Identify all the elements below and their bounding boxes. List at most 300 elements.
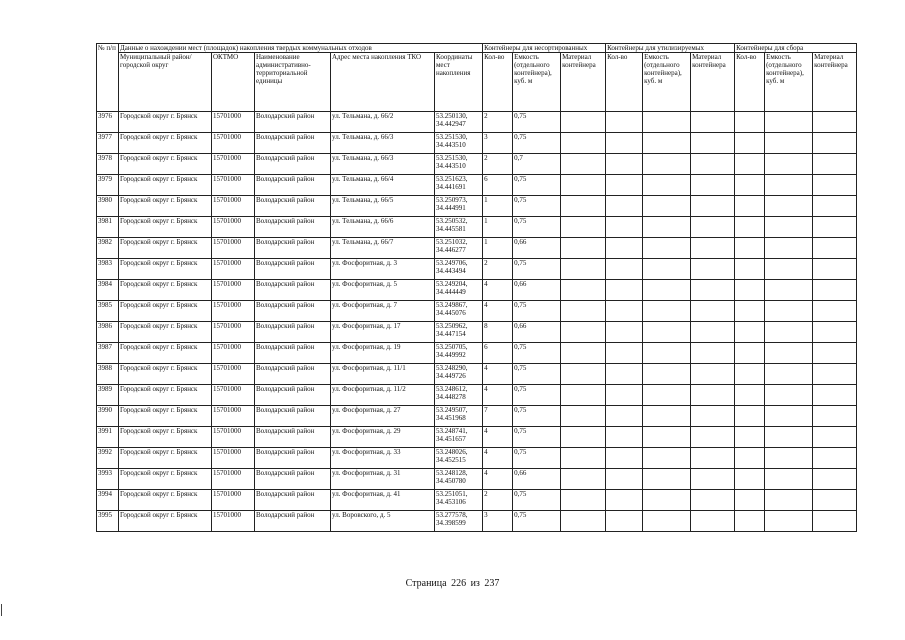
empty-cell [813, 343, 857, 364]
count-cell: 7 [483, 406, 513, 427]
row-number: 3994 [97, 490, 119, 511]
capacity-cell: 0,75 [513, 490, 561, 511]
row-number: 3981 [97, 217, 119, 238]
empty-cell [691, 217, 735, 238]
empty-cell [606, 280, 643, 301]
empty-cell [691, 175, 735, 196]
territory-cell: Володарский район [255, 343, 331, 364]
coords-cell: 53.277578, 34.398599 [435, 511, 483, 532]
municipal-cell: Городской округ г. Брянск [119, 343, 212, 364]
municipal-cell: Городской округ г. Брянск [119, 154, 212, 175]
municipal-cell: Городской округ г. Брянск [119, 322, 212, 343]
territory-cell: Володарский район [255, 469, 331, 490]
table-row [97, 448, 857, 469]
table-row [97, 259, 857, 280]
empty-cell [735, 301, 765, 322]
oktmo-cell: 15701000 [212, 385, 255, 406]
territory-cell: Володарский район [255, 133, 331, 154]
count-cell: 4 [483, 427, 513, 448]
empty-cell [561, 154, 606, 175]
territory-cell: Володарский район [255, 238, 331, 259]
empty-cell [643, 448, 691, 469]
table-row [97, 217, 857, 238]
coords-cell: 53.251530, 34.443510 [435, 154, 483, 175]
municipal-cell: Городской округ г. Брянск [119, 259, 212, 280]
territory-cell: Володарский район [255, 217, 331, 238]
empty-cell [643, 427, 691, 448]
empty-cell [643, 490, 691, 511]
scan-edge-mark [1, 604, 2, 616]
capacity-cell: 0,75 [513, 406, 561, 427]
empty-cell [765, 322, 813, 343]
table-row [97, 280, 857, 301]
empty-cell [765, 259, 813, 280]
empty-cell [735, 469, 765, 490]
empty-cell [735, 238, 765, 259]
col-header-oktmo: ОКТМО [212, 53, 255, 112]
oktmo-cell: 15701000 [212, 469, 255, 490]
empty-cell [691, 322, 735, 343]
table-row [97, 343, 857, 364]
empty-cell [735, 217, 765, 238]
oktmo-cell: 15701000 [212, 259, 255, 280]
empty-cell [813, 175, 857, 196]
territory-cell: Володарский район [255, 322, 331, 343]
coords-cell: 53.250532, 34.445581 [435, 217, 483, 238]
address-cell: ул. Фосфоритная, д. 7 [331, 301, 435, 322]
empty-cell [606, 364, 643, 385]
empty-cell [561, 196, 606, 217]
count-cell: 4 [483, 385, 513, 406]
col-header-num: № п/п [97, 44, 119, 112]
empty-cell [735, 280, 765, 301]
address-cell: ул. Фосфоритная, д. 27 [331, 406, 435, 427]
oktmo-cell: 15701000 [212, 406, 255, 427]
empty-cell [765, 154, 813, 175]
empty-cell [606, 196, 643, 217]
territory-cell: Володарский район [255, 427, 331, 448]
oktmo-cell: 15701000 [212, 490, 255, 511]
page-footer [0, 578, 905, 589]
empty-cell [643, 322, 691, 343]
empty-cell [765, 406, 813, 427]
municipal-cell: Городской округ г. Брянск [119, 217, 212, 238]
empty-cell [606, 322, 643, 343]
territory-cell: Володарский район [255, 448, 331, 469]
page-current: 226 [451, 578, 467, 589]
oktmo-cell: 15701000 [212, 238, 255, 259]
empty-cell [561, 469, 606, 490]
address-cell: ул. Тельмана, д. 66/7 [331, 238, 435, 259]
empty-cell [561, 133, 606, 154]
empty-cell [643, 406, 691, 427]
empty-cell [735, 175, 765, 196]
capacity-cell: 0,66 [513, 469, 561, 490]
empty-cell [765, 385, 813, 406]
municipal-cell: Городской округ г. Брянск [119, 427, 212, 448]
empty-cell [813, 511, 857, 532]
municipal-cell: Городской округ г. Брянск [119, 364, 212, 385]
territory-cell: Володарский район [255, 112, 331, 133]
empty-cell [735, 343, 765, 364]
capacity-cell: 0,75 [513, 427, 561, 448]
territory-cell: Володарский район [255, 490, 331, 511]
address-cell: ул. Фосфоритная, д. 17 [331, 322, 435, 343]
empty-cell [561, 175, 606, 196]
oktmo-cell: 15701000 [212, 322, 255, 343]
empty-cell [606, 175, 643, 196]
col-group-place: Данные о нахождении мест (площадок) накопления твердых коммунальных отходов [119, 44, 483, 53]
empty-cell [735, 364, 765, 385]
empty-cell [691, 154, 735, 175]
empty-cell [643, 259, 691, 280]
count-cell: 3 [483, 133, 513, 154]
empty-cell [765, 364, 813, 385]
coords-cell: 53.248612, 34.448278 [435, 385, 483, 406]
table-row [97, 238, 857, 259]
table-row [97, 511, 857, 532]
empty-cell [606, 448, 643, 469]
count-cell: 4 [483, 280, 513, 301]
capacity-cell: 0,75 [513, 175, 561, 196]
capacity-cell: 0,75 [513, 217, 561, 238]
territory-cell: Володарский район [255, 175, 331, 196]
empty-cell [606, 154, 643, 175]
empty-cell [765, 280, 813, 301]
empty-cell [606, 427, 643, 448]
oktmo-cell: 15701000 [212, 154, 255, 175]
row-number: 3982 [97, 238, 119, 259]
territory-cell: Володарский район [255, 406, 331, 427]
address-cell: ул. Тельмана, д. 66/3 [331, 133, 435, 154]
empty-cell [765, 511, 813, 532]
empty-cell [691, 448, 735, 469]
territory-cell: Володарский район [255, 385, 331, 406]
count-cell: 4 [483, 448, 513, 469]
page-label: Страница [405, 578, 447, 589]
municipal-cell: Городской округ г. Брянск [119, 511, 212, 532]
row-number: 3987 [97, 343, 119, 364]
coords-cell: 53.248128, 34.450780 [435, 469, 483, 490]
empty-cell [561, 385, 606, 406]
empty-cell [643, 301, 691, 322]
empty-cell [735, 112, 765, 133]
oktmo-cell: 15701000 [212, 112, 255, 133]
count-cell: 1 [483, 196, 513, 217]
capacity-cell: 0,66 [513, 280, 561, 301]
empty-cell [765, 112, 813, 133]
municipal-cell: Городской округ г. Брянск [119, 490, 212, 511]
col-header-address: Адрес места накопления ТКО [331, 53, 435, 112]
empty-cell [691, 511, 735, 532]
coords-cell: 53.249507, 34.451968 [435, 406, 483, 427]
oktmo-cell: 15701000 [212, 343, 255, 364]
municipal-cell: Городской округ г. Брянск [119, 133, 212, 154]
empty-cell [606, 217, 643, 238]
empty-cell [606, 301, 643, 322]
empty-cell [735, 322, 765, 343]
row-number: 3992 [97, 448, 119, 469]
table-body [97, 112, 857, 532]
address-cell: ул. Фосфоритная, д. 11/2 [331, 385, 435, 406]
table-row [97, 385, 857, 406]
empty-cell [561, 259, 606, 280]
empty-cell [813, 385, 857, 406]
empty-cell [643, 238, 691, 259]
oktmo-cell: 15701000 [212, 175, 255, 196]
count-cell: 2 [483, 490, 513, 511]
row-number: 3980 [97, 196, 119, 217]
empty-cell [691, 406, 735, 427]
empty-cell [561, 343, 606, 364]
municipal-cell: Городской округ г. Брянск [119, 196, 212, 217]
empty-cell [691, 490, 735, 511]
oktmo-cell: 15701000 [212, 280, 255, 301]
coords-cell: 53.251051, 34.453106 [435, 490, 483, 511]
empty-cell [735, 133, 765, 154]
table-row [97, 427, 857, 448]
empty-cell [561, 112, 606, 133]
municipal-cell: Городской округ г. Брянск [119, 280, 212, 301]
capacity-cell: 0,75 [513, 112, 561, 133]
empty-cell [606, 490, 643, 511]
capacity-cell: 0,75 [513, 196, 561, 217]
empty-cell [735, 427, 765, 448]
capacity-cell: 0,66 [513, 238, 561, 259]
empty-cell [735, 259, 765, 280]
empty-cell [643, 280, 691, 301]
empty-cell [561, 322, 606, 343]
coords-cell: 53.248290, 34.449726 [435, 364, 483, 385]
waste-sites-table [96, 43, 857, 532]
table-row [97, 196, 857, 217]
row-number: 3979 [97, 175, 119, 196]
table-row [97, 301, 857, 322]
empty-cell [643, 385, 691, 406]
empty-cell [561, 427, 606, 448]
municipal-cell: Городской округ г. Брянск [119, 238, 212, 259]
coords-cell: 53.251032, 34.446277 [435, 238, 483, 259]
empty-cell [813, 364, 857, 385]
empty-cell [765, 196, 813, 217]
municipal-cell: Городской округ г. Брянск [119, 448, 212, 469]
territory-cell: Володарский район [255, 511, 331, 532]
empty-cell [606, 385, 643, 406]
empty-cell [561, 280, 606, 301]
capacity-cell: 0,75 [513, 343, 561, 364]
table-row [97, 469, 857, 490]
coords-cell: 53.251530, 34.443510 [435, 133, 483, 154]
empty-cell [765, 469, 813, 490]
table-row [97, 133, 857, 154]
coords-cell: 53.250973, 34.444991 [435, 196, 483, 217]
row-number: 3976 [97, 112, 119, 133]
territory-cell: Володарский район [255, 196, 331, 217]
empty-cell [813, 196, 857, 217]
address-cell: ул. Фосфоритная, д. 5 [331, 280, 435, 301]
oktmo-cell: 15701000 [212, 448, 255, 469]
table-row [97, 490, 857, 511]
empty-cell [643, 196, 691, 217]
count-cell: 6 [483, 343, 513, 364]
count-cell: 4 [483, 364, 513, 385]
empty-cell [765, 217, 813, 238]
empty-cell [643, 364, 691, 385]
territory-cell: Володарский район [255, 364, 331, 385]
empty-cell [561, 406, 606, 427]
table-row [97, 322, 857, 343]
empty-cell [813, 259, 857, 280]
empty-cell [606, 406, 643, 427]
col-header-capacity: Емкость (отдельного контейнера), куб. м [765, 53, 813, 112]
count-cell: 6 [483, 175, 513, 196]
municipal-cell: Городской округ г. Брянск [119, 469, 212, 490]
empty-cell [561, 364, 606, 385]
table-row [97, 364, 857, 385]
col-header-municipal: Муниципальный район/городской округ [119, 53, 212, 112]
address-cell: ул. Фосфоритная, д. 33 [331, 448, 435, 469]
empty-cell [606, 238, 643, 259]
oktmo-cell: 15701000 [212, 217, 255, 238]
address-cell: ул. Фосфоритная, д. 31 [331, 469, 435, 490]
territory-cell: Володарский район [255, 154, 331, 175]
empty-cell [735, 511, 765, 532]
capacity-cell: 0,75 [513, 301, 561, 322]
empty-cell [735, 448, 765, 469]
address-cell: ул. Тельмана, д. 66/3 [331, 154, 435, 175]
empty-cell [813, 490, 857, 511]
oktmo-cell: 15701000 [212, 301, 255, 322]
empty-cell [813, 301, 857, 322]
count-cell: 4 [483, 469, 513, 490]
capacity-cell: 0,75 [513, 385, 561, 406]
row-number: 3977 [97, 133, 119, 154]
empty-cell [813, 112, 857, 133]
col-group-recycle: Контейнеры для утилизируемых [606, 44, 735, 53]
header-row-top [97, 44, 857, 53]
col-group-nonrecycle: Контейнеры для несортированных [483, 44, 606, 53]
municipal-cell: Городской округ г. Брянск [119, 301, 212, 322]
empty-cell [691, 385, 735, 406]
col-header-coords: Координаты мест накопления [435, 53, 483, 112]
row-number: 3990 [97, 406, 119, 427]
empty-cell [643, 469, 691, 490]
capacity-cell: 0,66 [513, 322, 561, 343]
empty-cell [691, 133, 735, 154]
capacity-cell: 0,75 [513, 364, 561, 385]
col-header-material: Материал контейнера [813, 53, 857, 112]
territory-cell: Володарский район [255, 280, 331, 301]
count-cell: 4 [483, 301, 513, 322]
col-header-count: Кол-во [483, 53, 513, 112]
col-header-territory: Наименование административно-территориальной единицы [255, 53, 331, 112]
row-number: 3995 [97, 511, 119, 532]
capacity-cell: 0,75 [513, 259, 561, 280]
table-row [97, 406, 857, 427]
empty-cell [813, 154, 857, 175]
empty-cell [691, 112, 735, 133]
empty-cell [735, 154, 765, 175]
empty-cell [691, 280, 735, 301]
empty-cell [606, 343, 643, 364]
territory-cell: Володарский район [255, 259, 331, 280]
header-row-columns [97, 53, 857, 112]
empty-cell [561, 238, 606, 259]
col-header-count: Кол-во [606, 53, 643, 112]
empty-cell [561, 511, 606, 532]
table-row [97, 154, 857, 175]
empty-cell [691, 301, 735, 322]
empty-cell [765, 343, 813, 364]
coords-cell: 53.249204, 34.444449 [435, 280, 483, 301]
row-number: 3985 [97, 301, 119, 322]
coords-cell: 53.249867, 34.445076 [435, 301, 483, 322]
oktmo-cell: 15701000 [212, 427, 255, 448]
row-number: 3978 [97, 154, 119, 175]
capacity-cell: 0,75 [513, 133, 561, 154]
municipal-cell: Городской округ г. Брянск [119, 406, 212, 427]
empty-cell [691, 469, 735, 490]
empty-cell [643, 133, 691, 154]
empty-cell [813, 427, 857, 448]
empty-cell [691, 343, 735, 364]
address-cell: ул. Фосфоритная, д. 3 [331, 259, 435, 280]
count-cell: 2 [483, 112, 513, 133]
count-cell: 2 [483, 154, 513, 175]
empty-cell [813, 469, 857, 490]
empty-cell [691, 364, 735, 385]
coords-cell: 53.250705, 34.449992 [435, 343, 483, 364]
empty-cell [561, 217, 606, 238]
empty-cell [735, 490, 765, 511]
empty-cell [765, 427, 813, 448]
empty-cell [643, 343, 691, 364]
capacity-cell: 0,7 [513, 154, 561, 175]
empty-cell [691, 427, 735, 448]
empty-cell [691, 259, 735, 280]
address-cell: ул. Тельмана, д. 66/4 [331, 175, 435, 196]
coords-cell: 53.251623, 34.441691 [435, 175, 483, 196]
empty-cell [735, 406, 765, 427]
count-cell: 8 [483, 322, 513, 343]
oktmo-cell: 15701000 [212, 364, 255, 385]
empty-cell [606, 133, 643, 154]
empty-cell [813, 133, 857, 154]
page-total: 237 [484, 578, 500, 589]
municipal-cell: Городской округ г. Брянск [119, 112, 212, 133]
municipal-cell: Городской округ г. Брянск [119, 385, 212, 406]
empty-cell [606, 112, 643, 133]
coords-cell: 53.248026, 34.452515 [435, 448, 483, 469]
empty-cell [643, 112, 691, 133]
empty-cell [765, 133, 813, 154]
row-number: 3983 [97, 259, 119, 280]
col-header-capacity: Емкость (отдельного контейнера), куб. м [643, 53, 691, 112]
empty-cell [643, 217, 691, 238]
row-number: 3989 [97, 385, 119, 406]
row-number: 3993 [97, 469, 119, 490]
empty-cell [606, 469, 643, 490]
address-cell: ул. Фосфоритная, д. 29 [331, 427, 435, 448]
empty-cell [765, 490, 813, 511]
empty-cell [643, 154, 691, 175]
col-header-material: Материал контейнера [561, 53, 606, 112]
address-cell: ул. Фосфоритная, д. 41 [331, 490, 435, 511]
col-header-capacity: Емкость (отдельного контейнера), куб. м [513, 53, 561, 112]
page-of: из [470, 578, 480, 589]
empty-cell [606, 259, 643, 280]
empty-cell [735, 385, 765, 406]
